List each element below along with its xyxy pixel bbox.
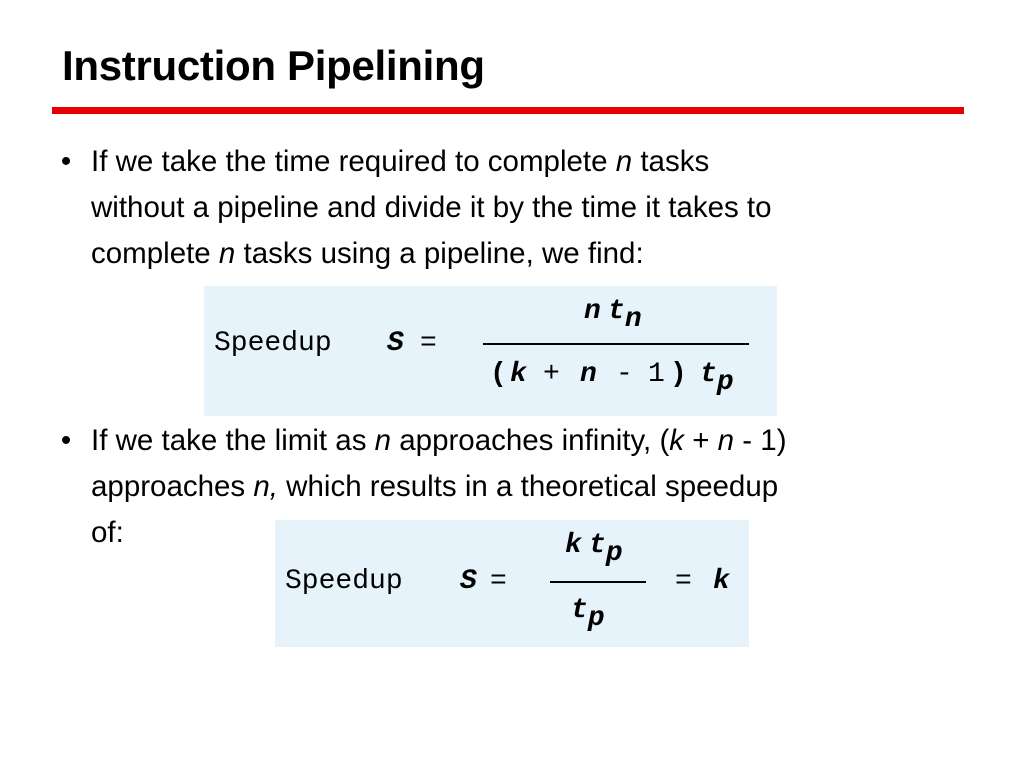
speedup-formula-1 — [204, 286, 777, 416]
denominator-n: n — [580, 359, 597, 390]
bullet-2-line-3: of: — [91, 516, 124, 549]
var-n: n — [717, 424, 735, 457]
title-underline — [52, 107, 964, 114]
result-k: k — [713, 566, 730, 597]
denominator-minus: - — [616, 359, 633, 390]
var-S: S — [387, 328, 404, 359]
bullet-2-line-1: If we take the limit as n approaches infinity, (k + n - 1) — [91, 424, 787, 457]
var-n: n — [615, 145, 633, 178]
denominator-open-paren: ( — [490, 359, 507, 390]
speedup-formula-2 — [275, 520, 749, 647]
denominator-t: tp — [571, 595, 605, 634]
speedup-label: Speedup — [285, 566, 403, 597]
numerator-t: tn — [608, 296, 642, 335]
var-n: n — [218, 237, 236, 270]
fraction-bar — [550, 581, 646, 583]
numerator-n: n — [584, 296, 601, 327]
var-S: S — [460, 566, 477, 597]
denominator-k: k — [510, 359, 527, 390]
bullet-1-line-1: If we take the time required to complete n tasks — [91, 145, 710, 178]
bullet-marker: • — [60, 424, 72, 457]
numerator-t: tp — [589, 530, 623, 569]
speedup-label: Speedup — [214, 328, 332, 359]
equals-sign: = — [490, 566, 507, 597]
denominator-subscript: p — [716, 367, 734, 398]
numerator-subscript: n — [624, 304, 642, 335]
bullet-2-line-2: approaches n, which results in a theoretical speedup — [91, 470, 779, 503]
fraction-bar — [483, 343, 749, 345]
var-n: n — [374, 424, 392, 457]
denominator-close-paren: ) — [670, 359, 687, 390]
bullet-1-line-3: complete n tasks using a pipeline, we find: — [91, 237, 644, 270]
denominator-plus: + — [543, 359, 560, 390]
numerator-subscript: p — [605, 538, 623, 569]
equals-sign-2: = — [675, 566, 692, 597]
numerator-k: k — [565, 530, 582, 561]
equals-sign: = — [420, 328, 437, 359]
denominator-one: 1 — [648, 359, 665, 390]
bullet-1-line-2: without a pipeline and divide it by the time it takes to — [91, 191, 772, 224]
var-k: k — [669, 424, 685, 457]
bullet-marker: • — [60, 145, 72, 178]
denominator-subscript: p — [587, 603, 605, 634]
var-n: n, — [253, 470, 278, 503]
slide-title: Instruction Pipelining — [62, 42, 485, 89]
denominator-t: tp — [700, 359, 734, 398]
